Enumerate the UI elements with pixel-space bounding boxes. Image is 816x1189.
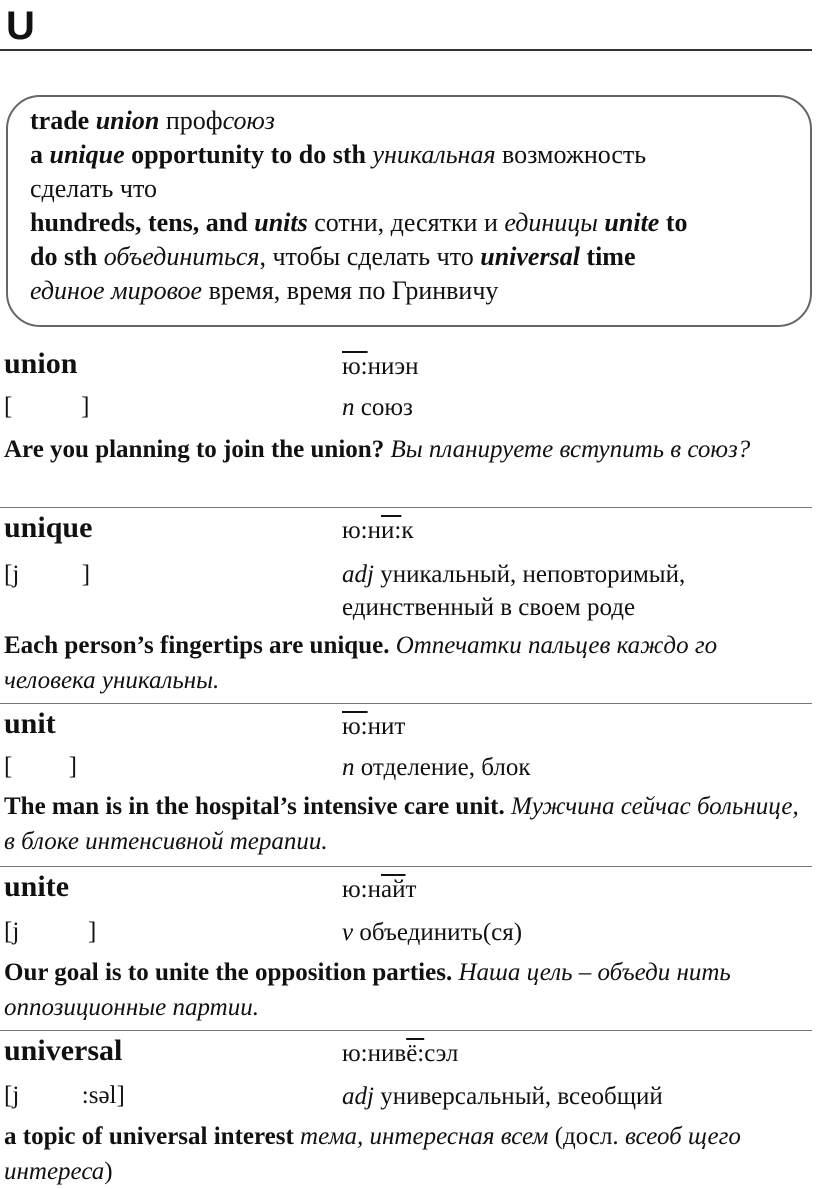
translation [342,1080,812,1113]
phrase-line-4 [30,206,800,240]
pronunciation [342,516,414,546]
pron-part: ю:н [342,876,382,903]
phrase-translation-keyword: объединиться [103,242,260,271]
phrase-translation: время, время по Гринвичу [202,276,499,305]
phrase-keyword: units [254,208,308,237]
pron-stressed: ё: [406,1040,425,1067]
example-russian: Мужчина сейчас больнице, в блоке интенсивной терапии. [4,793,799,855]
phrase-line-1 [30,104,800,138]
pron-stressed: ю: [342,713,368,740]
part-of-speech: n [342,394,355,421]
example-russian: Отпечатки пальцев каждо го человека уникальны. [4,632,718,694]
pron-stressed: ю: [342,353,368,380]
entry-divider [0,507,812,508]
phrase-line-3 [30,172,800,206]
phrase-translation: сотни, десятки и [307,208,505,237]
transcription: [ ] [4,393,90,420]
translation [342,751,812,784]
example-russian: тема, интересная всем [293,1123,549,1150]
entry-divider [0,1030,812,1031]
example [4,789,804,859]
translation [342,916,812,949]
example-note: ) [104,1158,113,1185]
phrase-translation-keyword: союз [222,106,275,135]
phrase-translation: , чтобы сделать что [259,242,481,271]
part-of-speech: adj [342,1083,374,1110]
headword: universal [4,1034,123,1067]
transcription: [j ] [4,918,97,945]
translation-text: объединить(ся) [353,919,523,946]
entry-divider [0,703,812,704]
entry-divider [0,866,812,867]
phrase-box-text [30,104,800,308]
phrase-text: to [659,208,688,237]
header-divider [0,49,812,51]
example-note: (досл. [548,1123,625,1150]
section-letter: U [6,4,35,48]
phrase-keyword: universal [480,242,580,271]
translation-text: уникальный, неповторимый, единственный в своем роде [342,561,686,621]
transcription: [j :səl] [4,1082,125,1109]
phrase-line-5 [30,240,800,274]
translation-text: союз [354,394,413,421]
example [4,955,804,1025]
transcription: [j ] [4,561,91,588]
headword: unite [4,870,70,903]
example-english: The man is in the hospital’s intensive care unit. [4,793,505,820]
phrase-text: do sth [30,242,104,271]
transcription: [ ] [4,753,77,780]
pron-part: ниэн [367,353,419,380]
example-note-italic: всеоб щего интереса [4,1123,741,1185]
pron-part: нит [367,713,406,740]
translation-text: универсальный, всеобщий [373,1083,663,1110]
example-english: a topic of universal interest [4,1123,294,1150]
pron-stressed: и: [381,517,402,544]
example-russian: Вы планируете вступить в союз? [384,436,751,463]
phrase-line-6 [30,274,800,308]
phrase-text: a [30,140,50,169]
example [4,628,804,698]
phrase-translation-keyword: уникальная [372,140,496,169]
phrase-text: time [579,242,636,271]
pronunciation [342,712,405,742]
translation-text: отделение, блок [354,754,531,781]
phrase-translation: возможность [495,140,647,169]
pron-part: т [405,876,417,903]
phrase-translation: сделать что [30,174,157,203]
headword: unit [4,707,56,740]
pronunciation [342,1039,458,1069]
phrase-text: hundreds, tens, and [30,208,255,237]
example [4,1119,804,1189]
phrase-keyword: unique [49,140,125,169]
pronunciation [342,875,416,905]
phrase-translation: проф [159,106,223,135]
pronunciation [342,352,419,382]
headword: unique [4,511,93,544]
example-english: Our goal is to unite the opposition parties. [4,959,453,986]
translation [342,391,812,424]
phrase-keyword: union [95,106,160,135]
translation [342,558,812,624]
part-of-speech: adj [342,561,374,588]
headword: union [4,347,78,380]
phrase-translation-keyword: единое мировое [30,276,203,305]
phrase-keyword: unite [604,208,660,237]
phrase-line-2 [30,138,800,172]
example-english: Are you planning to join the union? [4,436,385,463]
pron-part: ю:нив [342,1040,407,1067]
pron-part: сэл [424,1040,459,1067]
phrase-text: trade [30,106,96,135]
phrase-translation-keyword: единицы [504,208,598,237]
example-english: Each person’s fingertips are unique. [4,632,390,659]
part-of-speech: n [342,754,355,781]
pron-part: к [401,517,414,544]
pron-stressed: ай [381,876,406,903]
phrase-text: opportunity to do sth [124,140,373,169]
pron-part: ю:н [342,517,382,544]
example-russian: Наша цель – объеди нить оппозиционные партии. [4,959,731,1021]
example [4,432,804,467]
part-of-speech: v [342,919,354,946]
